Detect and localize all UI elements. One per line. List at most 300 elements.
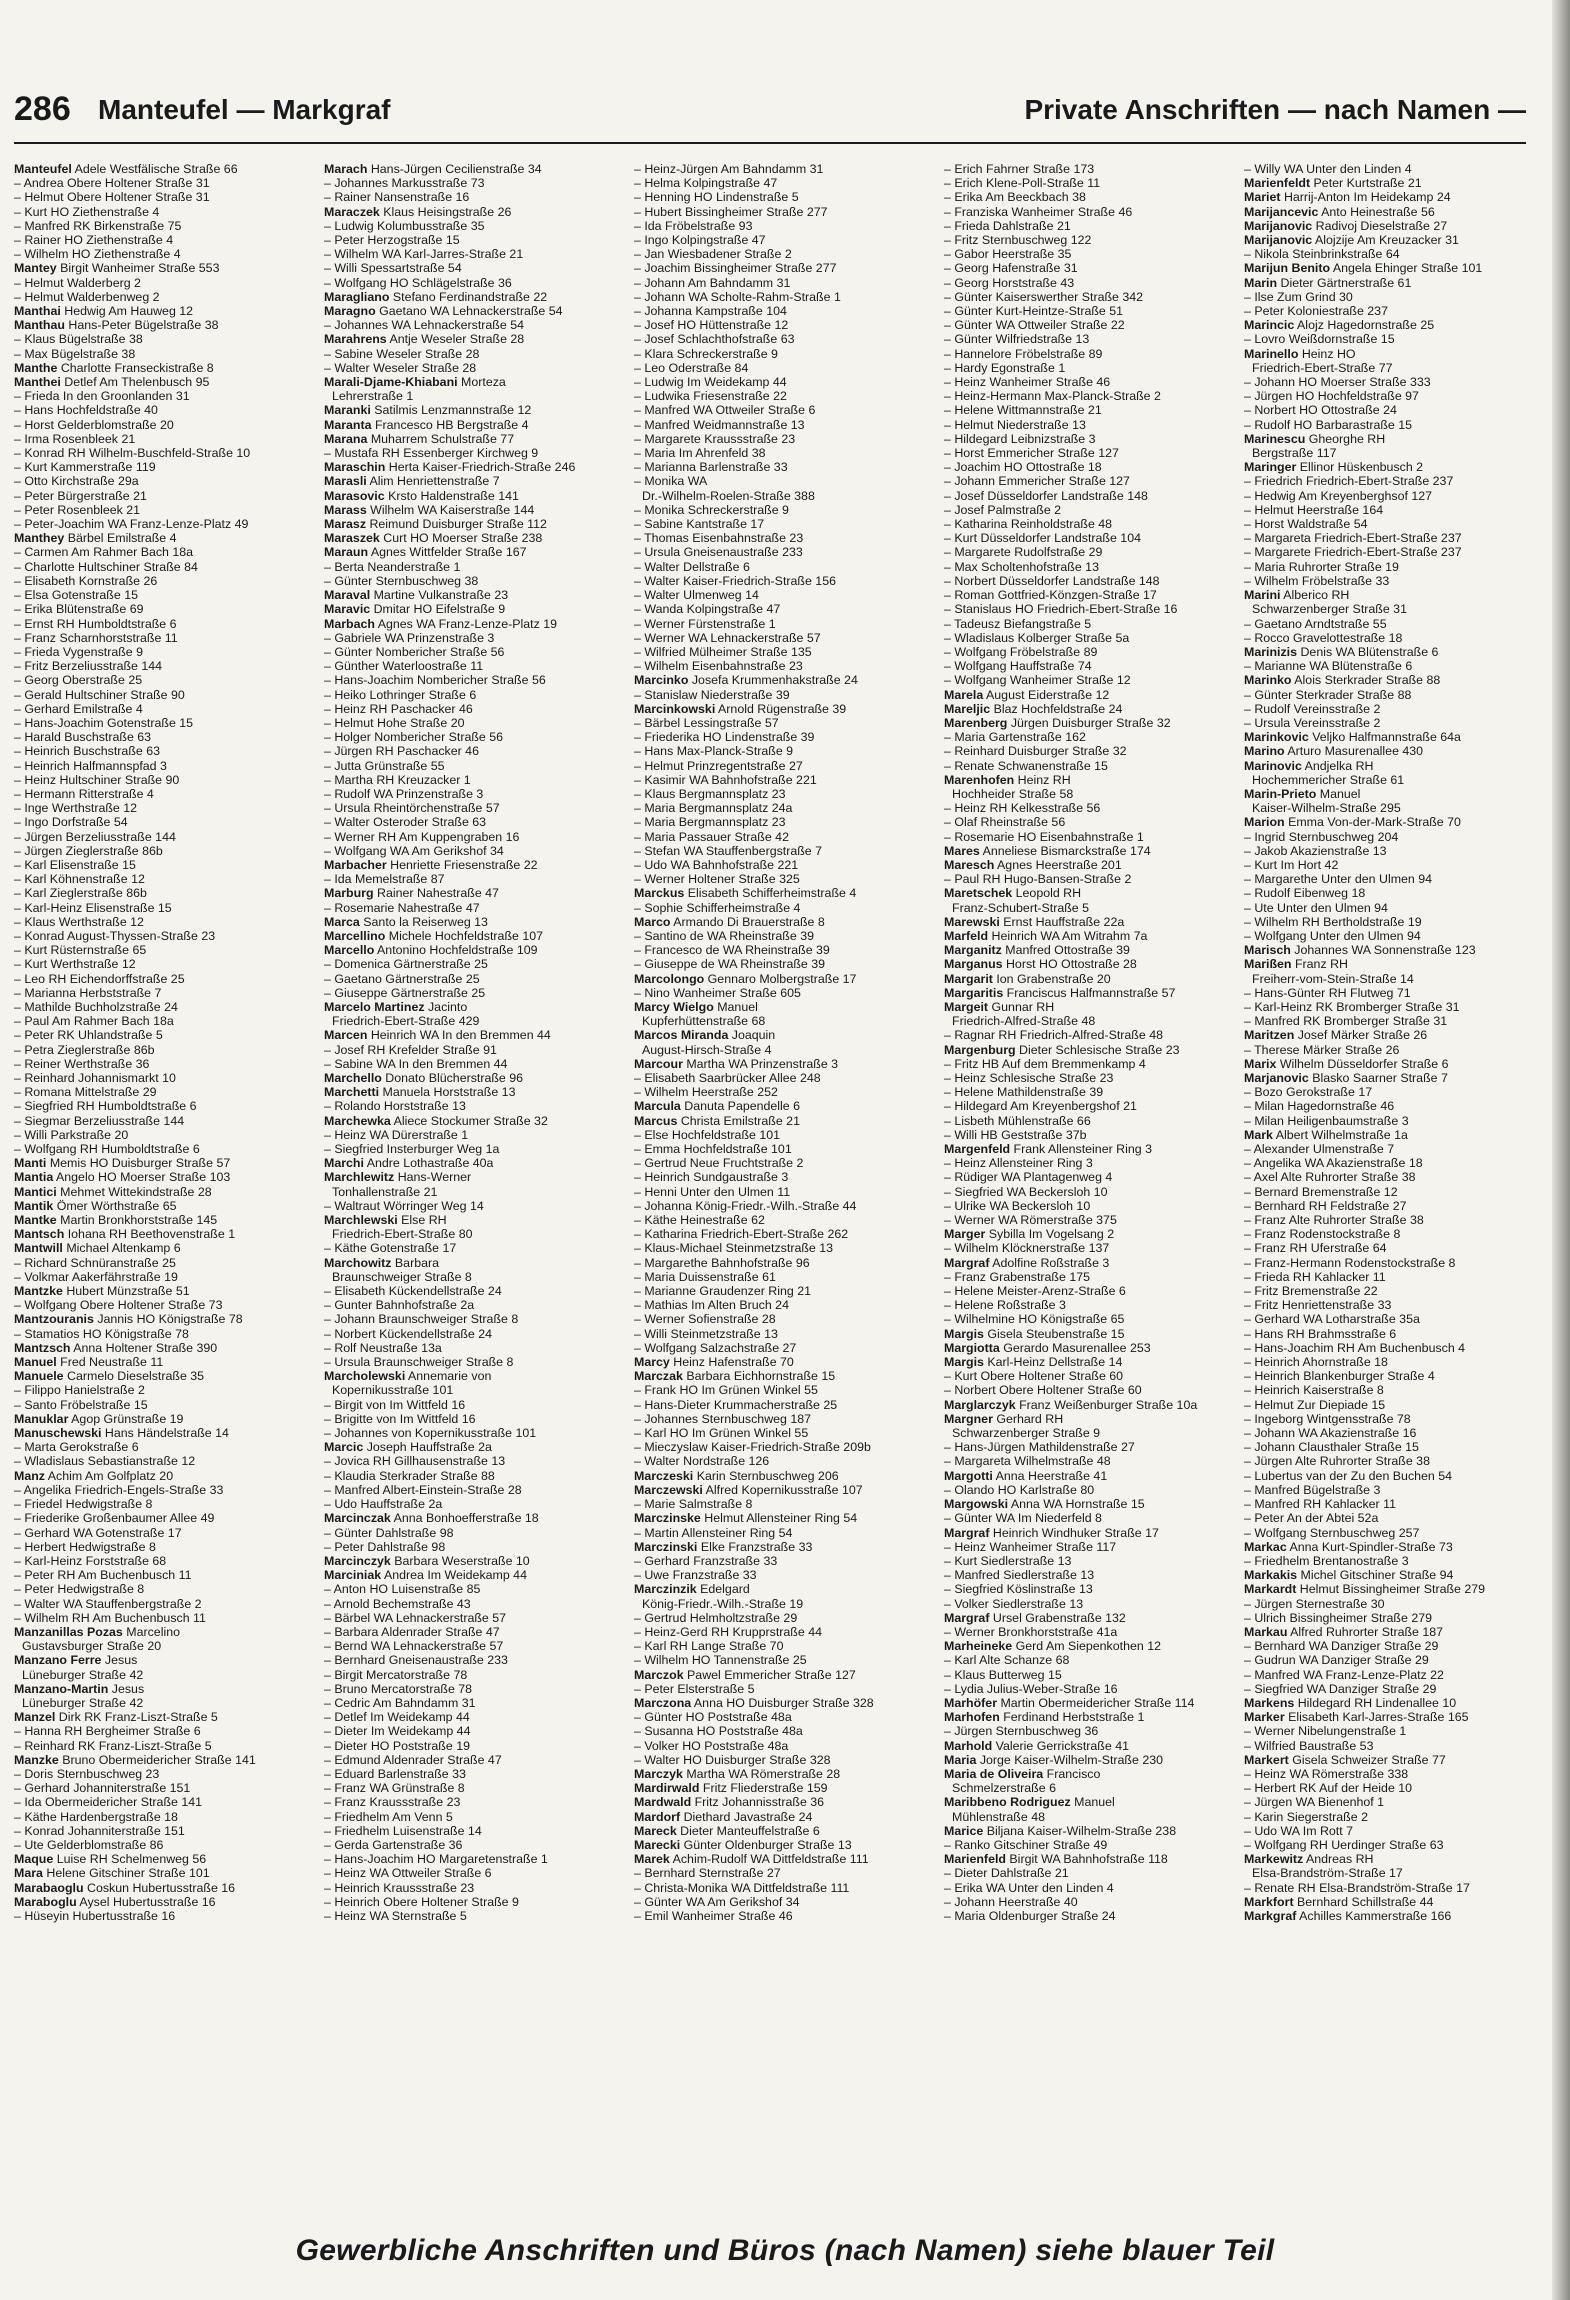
entry-details: – Helene Mathildenstraße 39	[944, 1085, 1104, 1100]
entry-details: – Klaudia Sterkrader Straße 88	[324, 1468, 495, 1483]
directory-entry	[634, 815, 928, 829]
entry-details: – Otto Kirchstraße 29a	[14, 474, 139, 489]
entry-details: – Reinhard Johannismarkt 10	[14, 1071, 176, 1085]
entry-details: – Bernard Bremenstraße 12	[1244, 1184, 1398, 1199]
entry-details: – Rolf Neustraße 13a	[324, 1340, 442, 1355]
directory-entry	[1244, 1185, 1526, 1199]
entry-details: – Werner Sofienstraße 28	[634, 1312, 776, 1327]
entry-details: – Hans-Joachim Nombericher Straße 56	[324, 673, 546, 688]
entry-details: – Marianna Barlenstraße 33	[634, 460, 788, 475]
entry-details: Edelgard	[700, 1582, 750, 1597]
entry-details: – Ludwig Im Weidekamp 44	[634, 375, 787, 390]
entry-details: – Norbert Kückendellstraße 24	[324, 1326, 493, 1341]
directory-entry	[14, 1597, 308, 1611]
directory-entry	[944, 1724, 1238, 1738]
entry-details: – Ursula Rheintörchenstraße 57	[324, 801, 500, 816]
entry-details: – Therese Märker Straße 26	[1244, 1042, 1400, 1057]
directory-entry	[1244, 1128, 1526, 1142]
page-range: Manteufel — Markgraf	[98, 94, 391, 125]
directory-entry	[944, 1000, 1238, 1014]
directory-entry	[14, 730, 308, 744]
directory-entry	[14, 1128, 308, 1142]
directory-entry	[324, 233, 618, 247]
entry-details: Ellinor Hüskenbusch 2	[1299, 460, 1424, 475]
directory-entry	[324, 1824, 618, 1838]
entry-details: – Günter Kurt-Heintze-Straße 51	[944, 304, 1124, 319]
entry-details: – Heinz RH Kelkesstraße 56	[944, 801, 1101, 816]
directory-entry	[324, 1469, 618, 1483]
entry-details: – Reinhard RK Franz-Liszt-Straße 5	[14, 1738, 212, 1753]
entry-details: – Hans Max-Planck-Straße 9	[634, 744, 794, 759]
entry-details: – Kurt Im Hort 42	[1244, 857, 1339, 872]
directory-entry	[14, 574, 308, 588]
directory-entry	[324, 844, 618, 858]
entry-details: – Wilhelm WA Karl-Jarres-Straße 21	[324, 247, 524, 262]
entry-details: – Uwe Franzstraße 33	[634, 1568, 757, 1583]
directory-entry	[1244, 759, 1526, 773]
entry-details: – Alexander Ulmenstraße 7	[1244, 1142, 1395, 1157]
entry-details: – Wilhelm Klöcknerstraße 137	[944, 1241, 1110, 1256]
entry-details: Else RH	[401, 1213, 447, 1228]
directory-entry	[944, 1383, 1238, 1397]
entry-details: Friedrich-Alfred-Straße 48	[952, 1014, 1096, 1029]
entry-details: Krsto Haldenstraße 141	[388, 488, 519, 503]
entry-details: Gerardo Masurenallee 253	[1003, 1340, 1151, 1355]
entry-details: – Jürgen Zieglerstraße 86b	[14, 843, 163, 858]
directory-entry	[324, 1142, 618, 1156]
directory-entry	[14, 1767, 308, 1781]
directory-entry	[1244, 744, 1526, 758]
directory-entry	[634, 1767, 928, 1781]
directory-entry	[324, 759, 618, 773]
entry-details: Morteza	[461, 375, 506, 390]
directory-entry	[324, 162, 618, 176]
entry-details: – Volkmar Aakerfährstraße 19	[14, 1269, 178, 1284]
directory-entry	[324, 1213, 618, 1227]
entry-details: – Bernhard WA Danziger Straße 29	[1244, 1639, 1439, 1654]
entry-details: – Wilhelmine HO Königstraße 65	[944, 1312, 1125, 1327]
directory-entry	[14, 1341, 308, 1355]
entry-details: Dmitar HO Eifelstraße 9	[373, 602, 506, 617]
entry-details: – Günter Dahlstraße 98	[324, 1525, 454, 1540]
directory-entry	[944, 1241, 1238, 1255]
directory-entry	[944, 1625, 1238, 1639]
entry-details: – Gerald Hultschiner Straße 90	[14, 687, 185, 702]
entry-details: Lüneburger Straße 42	[22, 1695, 144, 1710]
directory-entry	[324, 1668, 618, 1682]
entry-details: Mühlenstraße 48	[952, 1809, 1045, 1824]
directory-entry	[634, 1668, 928, 1682]
entry-surname: Mares	[944, 843, 980, 858]
entry-details: – Heinrich Kaiserstraße 8	[1244, 1383, 1384, 1398]
entry-details: Jacinto	[427, 999, 468, 1014]
directory-entry	[1244, 659, 1526, 673]
directory-entry	[324, 915, 618, 929]
directory-entry	[634, 1597, 928, 1611]
directory-entry	[944, 1795, 1238, 1809]
entry-details: – Volker HO Poststraße 48a	[634, 1738, 789, 1753]
entry-details: – Cedric Am Bahndamm 31	[324, 1695, 476, 1710]
entry-details: – Birgit Mercatorstraße 78	[324, 1667, 468, 1682]
entry-details: – Günter Sterkrader Straße 88	[1244, 687, 1412, 702]
entry-details: – Siegfried RH Humboldtstraße 6	[14, 1099, 197, 1114]
directory-entry	[1244, 290, 1526, 304]
directory-entry	[1244, 503, 1526, 517]
entry-details: – Wilhelm Eisenbahnstraße 23	[634, 659, 803, 674]
directory-entry	[1244, 1696, 1526, 1710]
directory-entry	[634, 702, 928, 716]
entry-details: – Werner Bronkhorststraße 41a	[944, 1624, 1118, 1639]
directory-entry	[944, 1526, 1238, 1540]
directory-entry	[14, 276, 308, 290]
directory-entry	[1244, 1099, 1526, 1113]
directory-entry	[634, 1639, 928, 1653]
directory-entry	[944, 972, 1238, 986]
directory-entry	[634, 1028, 928, 1042]
entry-details: – Rolando Horststraße 13	[324, 1099, 466, 1114]
entry-details: – Maria Oldenburger Straße 24	[944, 1908, 1116, 1923]
directory-entry	[634, 318, 928, 332]
directory-entry	[324, 1724, 618, 1738]
entry-surname: Marca	[324, 914, 360, 929]
entry-details: – Ragnar RH Friedrich-Alfred-Straße 48	[944, 1028, 1163, 1043]
directory-entry	[1244, 1298, 1526, 1312]
entry-details: Aysel Hubertusstraße 16	[79, 1894, 216, 1909]
directory-entry	[324, 1170, 618, 1184]
entry-details: – Konrad Johanniterstraße 151	[14, 1823, 185, 1838]
directory-entry	[944, 261, 1238, 275]
directory-entry	[324, 645, 618, 659]
directory-entry	[1244, 432, 1526, 446]
entry-details: – Karl Zieglerstraße 86b	[14, 886, 147, 901]
entry-details: Gheorghe RH	[1308, 431, 1386, 446]
directory-entry	[634, 560, 928, 574]
entry-surname: Mantey	[14, 261, 57, 276]
entry-surname: Manzke	[14, 1752, 59, 1767]
directory-entry	[1244, 361, 1526, 375]
entry-details: – Kurt Werthstraße 12	[14, 957, 136, 972]
entry-details: – Paul Am Rahmer Bach 18a	[14, 1014, 174, 1029]
entry-details: Leopold RH	[1015, 886, 1082, 901]
entry-details: – Maria Bergmannsplatz 23	[634, 815, 786, 830]
directory-entry	[944, 503, 1238, 517]
entry-surname: Maraschin	[324, 460, 386, 475]
directory-entry	[1244, 1227, 1526, 1241]
entry-details: – Frieda Dahlstraße 21	[944, 218, 1071, 233]
directory-entry	[634, 1185, 928, 1199]
directory-entry	[14, 858, 308, 872]
entry-details: – Johannes WA Lehnackerstraße 54	[324, 318, 524, 333]
entry-surname: Marcinkowski	[634, 701, 716, 716]
entry-details: Dieter Manteuffelstraße 6	[680, 1823, 820, 1838]
entry-details: – Axel Alte Ruhrorter Straße 38	[1244, 1170, 1416, 1185]
entry-details: Hubert Münzstraße 51	[66, 1284, 190, 1299]
directory-entry	[1244, 1909, 1526, 1923]
entry-details: Ömer Wörthstraße 65	[56, 1198, 177, 1213]
directory-entry	[944, 1412, 1238, 1426]
entry-details: Anna HO Duisburger Straße 328	[693, 1695, 874, 1710]
directory-entry	[944, 389, 1238, 403]
entry-details: Armando Di Brauerstraße 8	[673, 914, 825, 929]
entry-details: – Josef Schlachthofstraße 63	[634, 332, 795, 347]
directory-entry	[634, 1483, 928, 1497]
entry-details: Carmelo Dieselstraße 35	[67, 1369, 205, 1384]
directory-entry	[634, 361, 928, 375]
entry-details: – Horst Waldstraße 54	[1244, 517, 1368, 532]
entry-surname: Mantzke	[14, 1284, 63, 1299]
entry-details: Bergstraße 117	[1252, 446, 1337, 461]
directory-entry	[14, 489, 308, 503]
entry-details: – Francesco de WA Rheinstraße 39	[634, 943, 830, 958]
entry-details: – Tadeusz Biefangstraße 5	[944, 616, 1092, 631]
directory-entry	[944, 1838, 1238, 1852]
entry-details: Denis WA Blütenstraße 6	[1300, 644, 1439, 659]
directory-entry	[14, 1383, 308, 1397]
entry-details: Jesus	[104, 1653, 138, 1668]
directory-entry	[324, 1866, 618, 1880]
entry-surname: Mantzouranis	[14, 1312, 94, 1327]
entry-surname: Marinizis	[1244, 644, 1298, 659]
entry-surname: Manteufel	[14, 162, 72, 176]
entry-surname: Marczeski	[634, 1468, 694, 1483]
entry-details: Anneliese Bismarckstraße 174	[982, 843, 1151, 858]
entry-surname: Marcholewski	[324, 1369, 406, 1384]
entry-details: – Hubert Bissingheimer Straße 277	[634, 204, 828, 219]
directory-entry	[944, 617, 1238, 631]
directory-entry	[1244, 446, 1526, 460]
directory-entry	[944, 318, 1238, 332]
entry-details: – Willi Spessartstraße 54	[324, 261, 462, 276]
directory-entry	[944, 1824, 1238, 1838]
directory-entry	[1244, 1795, 1526, 1809]
entry-surname: Marenberg	[944, 715, 1008, 730]
entry-details: – Friederika HO Lindenstraße 39	[634, 730, 815, 745]
directory-entry	[944, 716, 1238, 730]
directory-entry	[944, 1170, 1238, 1184]
directory-entry	[14, 1298, 308, 1312]
entry-details: – Ingeborg Wintgensstraße 78	[1244, 1411, 1411, 1426]
entry-details: – Udo Hauffstraße 2a	[324, 1497, 443, 1512]
entry-details: – Walter WA Stauffenbergstraße 2	[14, 1596, 202, 1611]
entry-surname: Mara	[14, 1866, 43, 1881]
directory-entry	[634, 1852, 928, 1866]
directory-entry	[14, 517, 308, 531]
entry-details: – Erika WA Unter den Linden 4	[944, 1880, 1114, 1895]
entry-details: – Rainer Nansenstraße 16	[324, 190, 470, 205]
entry-details: Anna Heerstraße 41	[995, 1468, 1108, 1483]
entry-surname: Maringer	[1244, 460, 1297, 475]
entry-details: – Wladislaus Sebastianstraße 12	[14, 1454, 196, 1469]
entry-details: – Bernd WA Lehnackerstraße 57	[324, 1639, 504, 1654]
directory-entry	[324, 1128, 618, 1142]
entry-details: – Johanna König-Friedr.-Wilh.-Straße 44	[634, 1198, 857, 1213]
entry-details: – Werner Nibelungenstraße 1	[1244, 1724, 1407, 1739]
entry-details: – Heinz-Jürgen Am Bahndamm 31	[634, 162, 824, 176]
entry-details: Michele Hochfeldstraße 107	[388, 928, 544, 943]
entry-details: – Friedhelm Am Venn 5	[324, 1809, 453, 1824]
entry-details: – Horst Emmericher Straße 127	[944, 446, 1119, 461]
entry-surname: Marczinske	[634, 1511, 701, 1526]
entry-details: – Käthe Hardenbergstraße 18	[14, 1809, 178, 1824]
directory-entry	[1244, 957, 1526, 971]
entry-surname: Marcellino	[324, 928, 386, 943]
entry-surname: Mareljic	[944, 701, 991, 716]
directory-entry	[14, 915, 308, 929]
directory-entry	[1244, 929, 1526, 943]
entry-details: – Franziska Wanheimer Straße 46	[944, 204, 1133, 219]
entry-surname: Marecki	[634, 1837, 681, 1852]
entry-surname: Marinkovic	[1244, 730, 1309, 745]
entry-details: – Santo Fröbelstraße 15	[14, 1397, 148, 1412]
entry-details: – Friedrich Friedrich-Ebert-Straße 237	[1244, 474, 1454, 489]
entry-details: – Elisabeth Kornstraße 26	[14, 573, 158, 588]
directory-entry	[944, 1398, 1238, 1412]
entry-details: – Peter-Joachim WA Franz-Lenze-Platz 49	[14, 517, 249, 532]
directory-entry	[324, 1043, 618, 1057]
entry-details: – Fritz Bremenstraße 22	[1244, 1284, 1378, 1299]
directory-entry	[14, 1071, 308, 1085]
directory-entry	[324, 531, 618, 545]
entry-details: Agnes Wittfelder Straße 167	[370, 545, 527, 560]
directory-entry	[324, 1241, 618, 1255]
directory-entry	[944, 489, 1238, 503]
entry-details: – Fritz Berzeliusstraße 144	[14, 659, 163, 674]
directory-entry	[14, 403, 308, 417]
entry-details: – Margarete Rudolfstraße 29	[944, 545, 1103, 560]
entry-details: – Gabriele WA Prinzenstraße 3	[324, 630, 495, 645]
entry-details: – Klaus-Michael Steinmetzstraße 13	[634, 1241, 834, 1256]
directory-entry	[634, 1540, 928, 1554]
entry-details: – Fritz Henriettenstraße 33	[1244, 1298, 1392, 1313]
entry-details: Anna Bonhoefferstraße 18	[393, 1511, 539, 1526]
directory-entry	[944, 418, 1238, 432]
directory-entry	[1244, 1412, 1526, 1426]
entry-details: Kupferhüttenstraße 68	[642, 1014, 766, 1029]
entry-details: – Johann Clausthaler Straße 15	[1244, 1440, 1419, 1455]
directory-entry	[1244, 773, 1526, 787]
directory-entry	[944, 276, 1238, 290]
entry-details: – Doris Sternbuschweg 23	[14, 1766, 160, 1781]
directory-entry	[634, 432, 928, 446]
entry-details: – Heinz Allensteiner Ring 3	[944, 1156, 1093, 1171]
directory-entry	[1244, 1710, 1526, 1724]
entry-surname: Marchlewski	[324, 1213, 398, 1228]
directory-entry	[944, 688, 1238, 702]
entry-surname: Mardwald	[634, 1795, 692, 1810]
entry-details: Gunnar RH	[991, 999, 1055, 1014]
entry-details: – Katharina Reinholdstraße 48	[944, 517, 1113, 532]
directory-entry	[944, 1270, 1238, 1284]
entry-details: – Heinz WA Ottweiler Straße 6	[324, 1866, 492, 1881]
entry-details: – Katharina Friedrich-Ebert-Straße 262	[634, 1227, 849, 1242]
directory-entry	[1244, 602, 1526, 616]
entry-details: – Martin Allensteiner Ring 54	[634, 1525, 793, 1540]
entry-details: – Emil Wanheimer Straße 46	[634, 1908, 793, 1923]
entry-details: – Bärbel WA Lehnackerstraße 57	[324, 1610, 507, 1625]
directory-entry	[1244, 1526, 1526, 1540]
entry-surname: Markgraf	[1244, 1908, 1297, 1923]
directory-entry	[324, 1653, 618, 1667]
entry-details: – Udo WA Im Rott 7	[1244, 1823, 1354, 1838]
directory-entry	[324, 1383, 618, 1397]
directory-entry	[324, 688, 618, 702]
entry-details: Helmut Allensteiner Ring 54	[704, 1511, 858, 1526]
entry-details: – Kurt HO Ziethenstraße 4	[14, 204, 160, 219]
entry-details: Gerhard RH	[996, 1411, 1064, 1426]
entry-details: – Bernhard RH Feldstraße 27	[1244, 1198, 1407, 1213]
directory-entry	[634, 1653, 928, 1667]
page-header	[14, 90, 1526, 144]
entry-details: – Wilfried Mülheimer Straße 135	[634, 644, 812, 659]
directory-entry	[324, 460, 618, 474]
directory-entry	[324, 304, 618, 318]
entry-details: Johannes WA Sonnenstraße 123	[1294, 943, 1476, 958]
entry-details: Jürgen Duisburger Straße 32	[1010, 715, 1171, 730]
entry-surname: Marcus	[634, 1113, 678, 1128]
entry-surname: Maria de Oliveira	[944, 1766, 1044, 1781]
entry-details: – Gabor Heerstraße 35	[944, 247, 1072, 262]
directory-entry	[1244, 1114, 1526, 1128]
directory-entry	[14, 261, 308, 275]
directory-entry	[634, 1241, 928, 1255]
directory-entry	[1244, 1000, 1526, 1014]
entry-surname: Manuele	[14, 1369, 64, 1384]
entry-surname: Maraval	[324, 588, 371, 603]
entry-details: Annemarie von	[408, 1369, 492, 1384]
directory-entry	[944, 1028, 1238, 1042]
directory-entry	[324, 730, 618, 744]
entry-details: – Jürgen Berzeliusstraße 144	[14, 829, 176, 844]
entry-surname: Mareck	[634, 1823, 677, 1838]
directory-entry	[944, 1881, 1238, 1895]
directory-entry	[634, 1071, 928, 1085]
directory-entry	[14, 773, 308, 787]
entry-details: – Heinz-Hermann Max-Planck-Straße 2	[944, 389, 1161, 404]
directory-entry	[634, 261, 928, 275]
directory-entry	[324, 1085, 618, 1099]
entry-details: Bruno Obermeidericher Straße 141	[62, 1752, 256, 1767]
directory-entry	[1244, 1241, 1526, 1255]
directory-entry	[1244, 460, 1526, 474]
directory-entry	[324, 276, 618, 290]
entry-details: Friedrich-Ebert-Straße 429	[332, 1014, 480, 1029]
entry-details: – Henni Unter den Ulmen 11	[634, 1184, 791, 1199]
entry-details: – Wolfgang RH Uerdinger Straße 63	[1244, 1837, 1444, 1852]
entry-details: – Wilhelm HO Ziethenstraße 4	[14, 247, 181, 262]
directory-entry	[634, 1781, 928, 1795]
directory-entry	[634, 972, 928, 986]
directory-entry	[14, 1625, 308, 1639]
directory-entry	[1244, 844, 1526, 858]
directory-entry	[944, 1909, 1238, 1923]
entry-details: – Walter HO Duisburger Straße 328	[634, 1752, 831, 1767]
directory-entry	[634, 1341, 928, 1355]
entry-surname: Marchlewitz	[324, 1170, 395, 1185]
directory-entry	[1244, 347, 1526, 361]
directory-entry	[1244, 1540, 1526, 1554]
directory-entry	[944, 645, 1238, 659]
entry-details: – Johann Braunschweiger Straße 8	[324, 1312, 519, 1327]
entry-details: Jesus	[111, 1681, 145, 1696]
entry-details: – Norbert Obere Holtener Straße 60	[944, 1383, 1142, 1398]
entry-surname: Mantici	[14, 1184, 57, 1199]
entry-details: Lehrerstraße 1	[332, 389, 414, 404]
entry-details: Harrij-Anton Im Heidekamp 24	[1283, 190, 1451, 205]
entry-details: – Wilfried Baustraße 53	[1244, 1738, 1374, 1753]
entry-details: – Karl Elisenstraße 15	[14, 857, 136, 872]
entry-details: Braunschweiger Straße 8	[332, 1269, 472, 1284]
directory-entry	[324, 1156, 618, 1170]
